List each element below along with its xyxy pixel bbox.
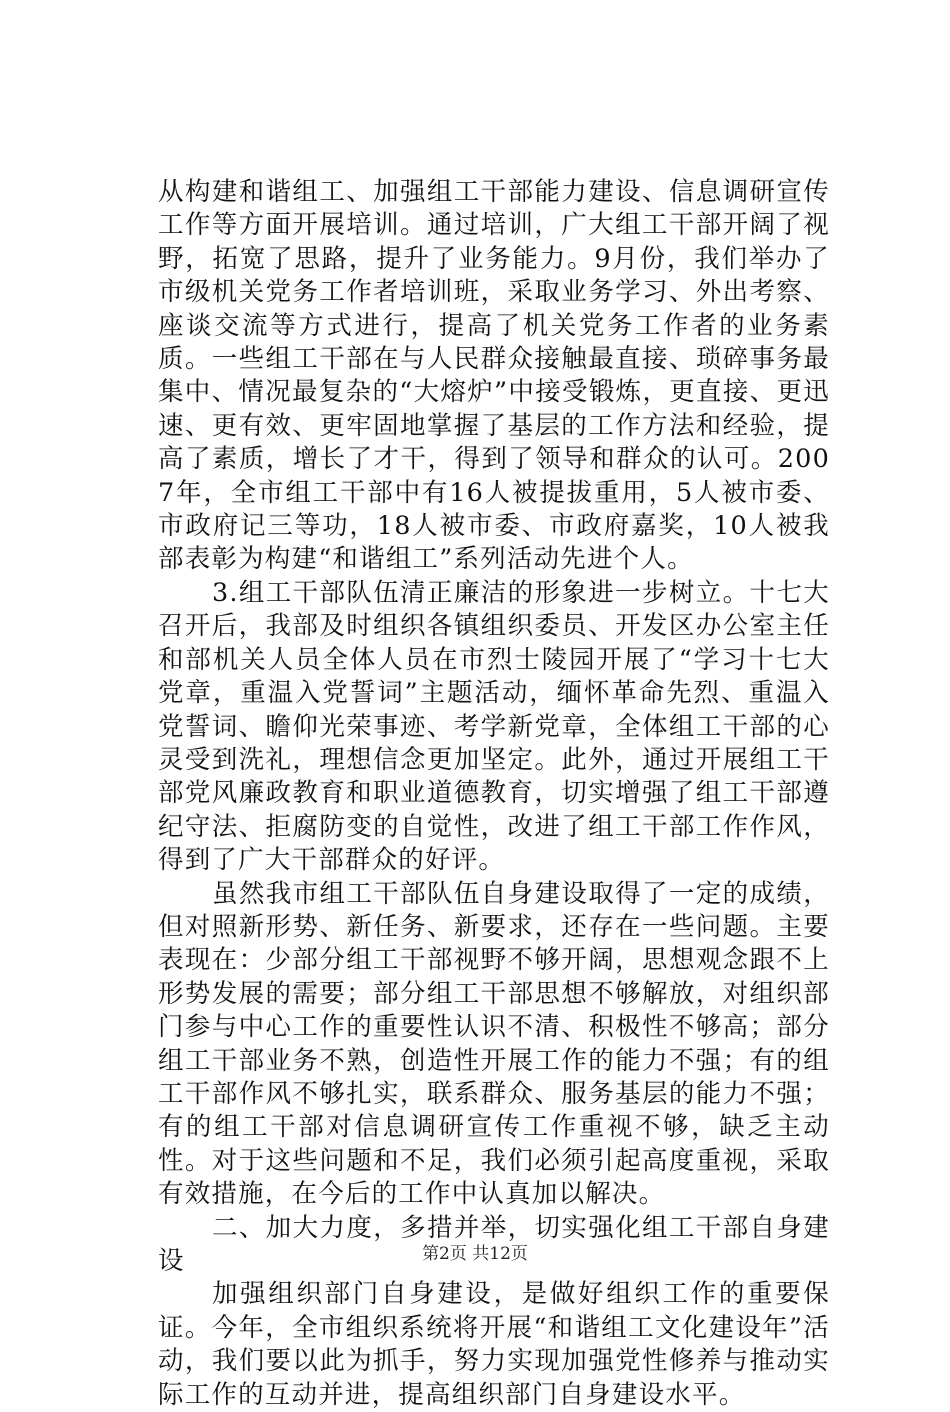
page-number-footer: 第2页 共12页: [422, 1244, 528, 1264]
paragraph-training-results: 从构建和谐组工、加强组工干部能力建设、信息调研宣传工作等方面开展培训。通过培训，广大组工干部开阔了视野，拓宽了思路，提升了业务能力。9月份，我们举办了市级机关党务工作者培训班，采取业务学习、外出考察、座谈交流等方式进行，提高了机关党务工作者的业务素质。一些组工干部在与人民群众接触最直接、琐碎事务最集中、情况最复杂的“大熔炉”中接受锻炼，更直接、更迅速、更有效、更牢固地掌握了基层的工作方法和经验，提高了素质，增长了才干，得到了领导和群众的认可。2007年，全市组工干部中有16人被提拔重用，5人被市委、市政府记三等功，18人被市委、市政府嘉奖，10人被我部表彰为构建“和谐组工”系列活动先进个人。: [158, 177, 830, 575]
document-body: [158, 176, 830, 1412]
section-heading-strengthen: 二、加大力度，多措并举，切实强化组工干部自身建设: [158, 1212, 830, 1276]
paragraph-self-building: 加强组织部门自身建设，是做好组织工作的重要保证。今年，全市组织系统将开展“和谐组工文化建设年”活动，我们要以此为抓手，努力实现加强党性修养与推动实际工作的互动并进，提高组织部门自身建设水平。: [158, 1279, 830, 1410]
paragraph-existing-problems: 虽然我市组工干部队伍自身建设取得了一定的成绩，但对照新形势、新任务、新要求，还存在一些问题。主要表现在：少部分组工干部视野不够开阔，思想观念跟不上形势发展的需要；部分组工干部思想不够解放，对组织部门参与中心工作的重要性认识不清、积极性不够高；部分组工干部业务不熟，创造性开展工作的能力不强；有的组工干部作风不够扎实，联系群众、服务基层的能力不强；有的组工干部对信息调研宣传工作重视不够，缺乏主动性。对于这些问题和不足，我们必须引起高度重视，采取有效措施，在今后的工作中认真加以解决。: [158, 878, 830, 1210]
paragraph-integrity-image: 3.组工干部队伍清正廉洁的形象进一步树立。十七大召开后，我部及时组织各镇组织委员、开发区办公室主任和部机关人员全体人员在市烈士陵园开展了“学习十七大党章，重温入党誓词”主题活动，缅怀革命先烈、重温入党誓词、瞻仰光荣事迹、考学新党章，全体组工干部的心灵受到洗礼，理想信念更加坚定。此外，通过开展组工干部党风廉政教育和职业道德教育，切实增强了组工干部遵纪守法、拒腐防变的自觉性，改进了组工干部工作作风，得到了广大干部群众的好评。: [158, 577, 830, 876]
